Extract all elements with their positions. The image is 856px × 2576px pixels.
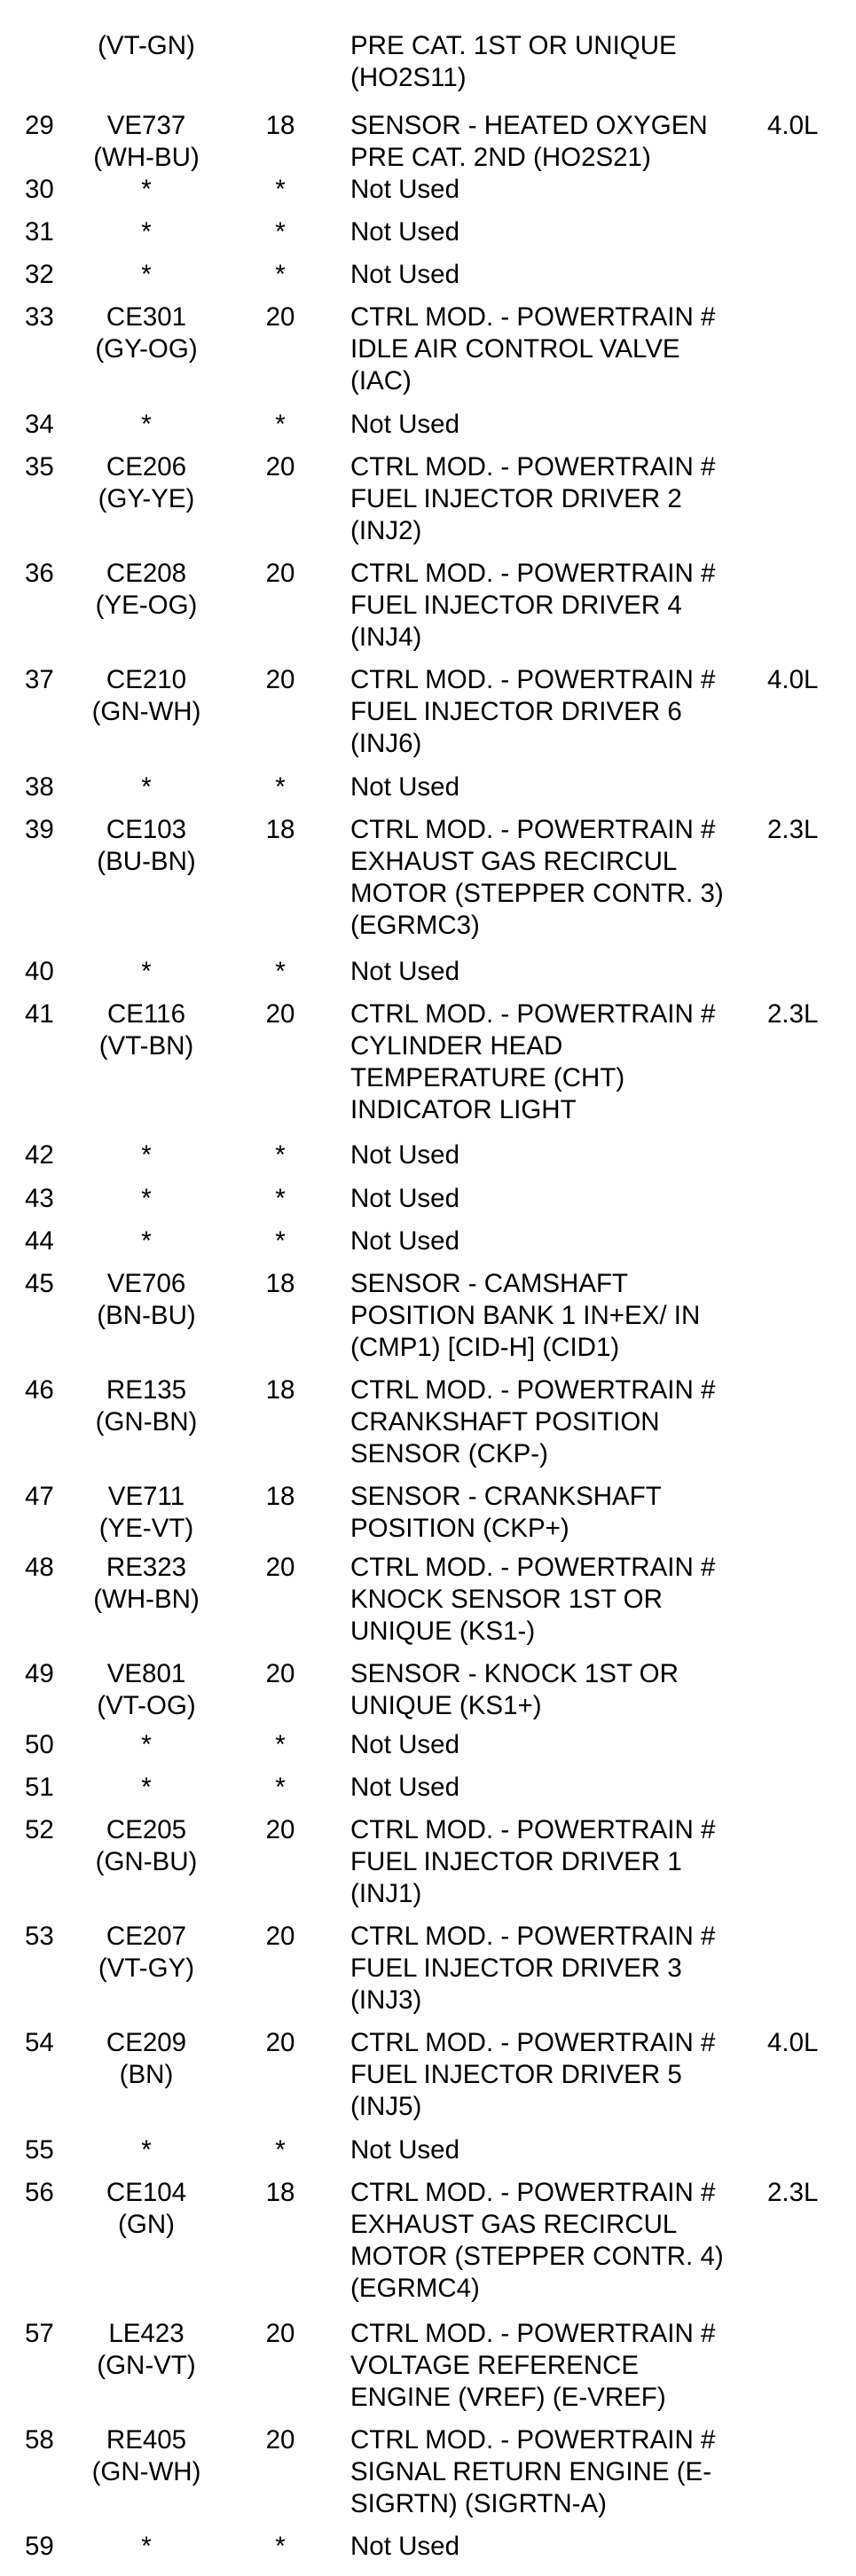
wire-gauge: * — [275, 1226, 286, 1256]
wire-gauge: 20 — [265, 452, 295, 482]
pin-number: 32 — [25, 260, 54, 289]
circuit-description: SENSOR - CRANKSHAFT POSITION (CKP+) — [350, 1482, 662, 1543]
pin-number: 51 — [25, 1773, 54, 1802]
pin-number: 48 — [25, 1553, 54, 1582]
circuit-description: Not Used — [350, 1773, 459, 1802]
circuit-description: CTRL MOD. - POWERTRAIN # VOLTAGE REFERENCE ENGINE (VREF) (E-VREF) — [350, 2319, 716, 2412]
pin-number: 52 — [25, 1815, 54, 1844]
circuit-code: * — [141, 1226, 152, 1256]
circuit-code: * — [141, 260, 152, 289]
circuit-description: CTRL MOD. - POWERTRAIN # IDLE AIR CONTROL VALVE (IAC) — [350, 302, 716, 395]
pin-number: 30 — [25, 175, 54, 204]
circuit-code: * — [141, 1773, 152, 1802]
wire-gauge: 18 — [265, 1482, 295, 1511]
circuit-code: * — [141, 410, 152, 439]
circuit-code: CE104 (GN) — [106, 2178, 187, 2239]
circuit-code: * — [141, 957, 152, 986]
circuit-code: RE323 (WH-BN) — [93, 1553, 200, 1614]
wire-gauge: 20 — [265, 665, 295, 694]
circuit-description: Not Used — [350, 1140, 459, 1170]
wire-gauge: * — [275, 1773, 286, 1802]
wire-gauge: 20 — [265, 1659, 295, 1688]
circuit-code: * — [141, 772, 152, 802]
wire-gauge: 20 — [265, 1553, 295, 1582]
wire-gauge: 20 — [265, 2425, 295, 2455]
pin-number: 37 — [25, 665, 54, 694]
wire-gauge: * — [275, 2532, 286, 2561]
circuit-description: Not Used — [350, 772, 459, 802]
circuit-description: CTRL MOD. - POWERTRAIN # EXHAUST GAS RECIRCUL MOTOR (STEPPER CONTR. 3) (EGRMC3) — [350, 815, 724, 940]
circuit-code: * — [141, 1140, 152, 1170]
pin-number: 58 — [25, 2425, 54, 2455]
circuit-description: CTRL MOD. - POWERTRAIN # SIGNAL RETURN ENGINE (E- SIGRTN) (SIGRTN-A) — [350, 2425, 716, 2518]
circuit-description: Not Used — [350, 2532, 459, 2561]
circuit-description: CTRL MOD. - POWERTRAIN # EXHAUST GAS RECIRCUL MOTOR (STEPPER CONTR. 4) (EGRMC4) — [350, 2178, 724, 2303]
pin-number: 49 — [25, 1659, 54, 1688]
circuit-code: VE801 (VT-OG) — [97, 1659, 196, 1720]
circuit-description: Not Used — [350, 175, 459, 204]
pin-number: 29 — [25, 111, 54, 140]
pin-number: 47 — [25, 1482, 54, 1511]
wire-gauge: 20 — [265, 1815, 295, 1844]
wire-gauge: * — [275, 1730, 286, 1759]
circuit-code: CE208 (YE-OG) — [95, 559, 198, 620]
pin-number: 45 — [25, 1269, 54, 1298]
circuit-description: Not Used — [350, 260, 459, 289]
pin-number: 50 — [25, 1730, 54, 1759]
wire-gauge: 20 — [265, 302, 295, 332]
pin-number: 43 — [25, 1184, 54, 1213]
circuit-description: PRE CAT. 1ST OR UNIQUE (HO2S11) — [350, 31, 677, 92]
wire-gauge: 20 — [265, 1922, 295, 1951]
pin-number: 42 — [25, 1140, 54, 1170]
engine-variant: 2.3L — [767, 815, 819, 844]
engine-variant: 4.0L — [767, 665, 819, 694]
circuit-code: VE706 (BN-BU) — [97, 1269, 196, 1330]
wire-gauge: 18 — [265, 815, 295, 844]
circuit-description: SENSOR - CAMSHAFT POSITION BANK 1 IN+EX/ IN (CMP1) [CID-H] (CID1) — [350, 1269, 701, 1362]
wire-gauge: 20 — [265, 559, 295, 588]
circuit-description: Not Used — [350, 217, 459, 247]
circuit-description: CTRL MOD. - POWERTRAIN # CRANKSHAFT POSITION SENSOR (CKP-) — [350, 1375, 716, 1468]
circuit-code: CE116 (VT-BN) — [98, 999, 194, 1061]
circuit-description: CTRL MOD. - POWERTRAIN # FUEL INJECTOR DRIVER 3 (INJ3) — [350, 1922, 716, 2015]
circuit-description: CTRL MOD. - POWERTRAIN # FUEL INJECTOR DRIVER 5 (INJ5) — [350, 2028, 716, 2121]
wire-gauge: * — [275, 1184, 286, 1213]
wire-gauge: 18 — [265, 1269, 295, 1298]
pin-number: 38 — [25, 772, 54, 802]
wire-gauge: * — [275, 1140, 286, 1170]
pin-number: 41 — [25, 999, 54, 1029]
circuit-description: SENSOR - HEATED OXYGEN PRE CAT. 2ND (HO2S21) — [350, 111, 708, 172]
circuit-code: * — [141, 1184, 152, 1213]
circuit-code: CE103 (BU-BN) — [97, 815, 196, 876]
circuit-code: CE209 (BN) — [106, 2028, 187, 2089]
circuit-description: CTRL MOD. - POWERTRAIN # FUEL INJECTOR DRIVER 1 (INJ1) — [350, 1815, 716, 1908]
pin-number: 54 — [25, 2028, 54, 2057]
wire-gauge: 18 — [265, 111, 295, 140]
pin-number: 40 — [25, 957, 54, 986]
pin-number: 35 — [25, 452, 54, 482]
circuit-code: * — [141, 2532, 152, 2561]
circuit-description: CTRL MOD. - POWERTRAIN # CYLINDER HEAD TEMPERATURE (CHT) INDICATOR LIGHT — [350, 999, 716, 1124]
pin-number: 31 — [25, 217, 54, 247]
circuit-code: CE301 (GY-OG) — [95, 302, 198, 364]
wire-gauge: * — [275, 260, 286, 289]
circuit-code: CE206 (GY-YE) — [98, 452, 195, 513]
pin-number: 46 — [25, 1375, 54, 1405]
pin-number: 57 — [25, 2319, 54, 2348]
circuit-description: Not Used — [350, 410, 459, 439]
wire-gauge: * — [275, 410, 286, 439]
pin-number: 44 — [25, 1226, 54, 1256]
pin-number: 39 — [25, 815, 54, 844]
circuit-code: * — [141, 217, 152, 247]
pin-number: 53 — [25, 1922, 54, 1951]
circuit-code: CE207 (VT-GY) — [98, 1922, 195, 1983]
circuit-description: Not Used — [350, 1730, 459, 1759]
wire-gauge: 18 — [265, 1375, 295, 1405]
circuit-code: CE205 (GN-BU) — [95, 1815, 198, 1876]
wire-gauge: * — [275, 2135, 286, 2165]
circuit-description: Not Used — [350, 957, 459, 986]
engine-variant: 4.0L — [767, 111, 819, 140]
circuit-description: CTRL MOD. - POWERTRAIN # FUEL INJECTOR DRIVER 2 (INJ2) — [350, 452, 716, 545]
circuit-code: VE737 (WH-BU) — [93, 111, 200, 172]
wire-gauge: * — [275, 772, 286, 802]
wire-gauge: * — [275, 175, 286, 204]
circuit-code: RE405 (GN-WH) — [91, 2425, 201, 2486]
circuit-code: * — [141, 175, 152, 204]
engine-variant: 4.0L — [767, 2028, 819, 2057]
pin-number: 59 — [25, 2532, 54, 2561]
wire-gauge: 20 — [265, 2028, 295, 2057]
circuit-code: (VT-GN) — [98, 31, 195, 60]
engine-variant: 2.3L — [767, 999, 819, 1029]
wire-gauge: 20 — [265, 2319, 295, 2348]
circuit-code: RE135 (GN-BN) — [95, 1375, 198, 1437]
circuit-code: LE423 (GN-VT) — [97, 2319, 196, 2380]
pin-number: 55 — [25, 2135, 54, 2165]
circuit-description: Not Used — [350, 1226, 459, 1256]
circuit-description: CTRL MOD. - POWERTRAIN # FUEL INJECTOR DRIVER 4 (INJ4) — [350, 559, 716, 652]
wire-gauge: * — [275, 217, 286, 247]
circuit-code: CE210 (GN-WH) — [91, 665, 201, 726]
wire-gauge: 20 — [265, 999, 295, 1029]
pin-number: 56 — [25, 2178, 54, 2207]
wire-gauge: * — [275, 957, 286, 986]
pin-number: 34 — [25, 410, 54, 439]
circuit-code: * — [141, 1730, 152, 1759]
pin-number: 33 — [25, 302, 54, 332]
circuit-description: Not Used — [350, 2135, 459, 2165]
circuit-description: CTRL MOD. - POWERTRAIN # KNOCK SENSOR 1ST OR UNIQUE (KS1-) — [350, 1553, 716, 1646]
circuit-code: * — [141, 2135, 152, 2165]
engine-variant: 2.3L — [767, 2178, 819, 2207]
pin-number: 36 — [25, 559, 54, 588]
circuit-code: VE711 (YE-VT) — [98, 1482, 194, 1543]
circuit-description: Not Used — [350, 1184, 459, 1213]
wire-gauge: 18 — [265, 2178, 295, 2207]
circuit-description: SENSOR - KNOCK 1ST OR UNIQUE (KS1+) — [350, 1659, 679, 1720]
circuit-description: CTRL MOD. - POWERTRAIN # FUEL INJECTOR DRIVER 6 (INJ6) — [350, 665, 716, 758]
